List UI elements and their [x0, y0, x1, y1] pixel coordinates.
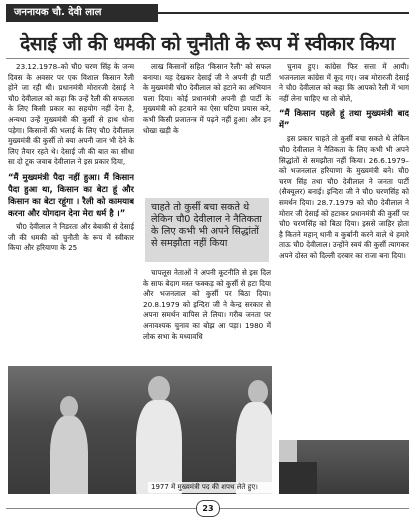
page-number: 23 [196, 500, 220, 517]
portrait-head [279, 440, 297, 462]
article-column-3 [279, 62, 409, 452]
portrait-body [279, 462, 317, 494]
article-headline: देसाई जी की धमकी को चुनौती के रूप में स्वीकार किया [20, 33, 395, 55]
photo-figure-head [148, 376, 170, 402]
photo-figure-head [248, 380, 268, 404]
section-header-tab [6, 4, 158, 22]
column1-quote: “मैं मुख्यमंत्री पैदा नहीं हुआ। मैं किसान पैदा हुआ था, किसान का बेटा हूं और किसान का बेटा रहूंगा । रैली को कामयाब करना और योगदान देना मेरा धर्म है ।” [8, 171, 134, 218]
photo-figure-body [136, 400, 182, 494]
column2-paragraph-2: चापलूस नेताओं ने अपनी कूटनीति से इस दिल के साफ बेदाग मस्त फक्कड़ को कुर्सी से हटा दिया और भजनलाल को कुर्सी पर बिठा दिया। 20.8.1979 को इन्दिरा जी ने केन्द्र सरकार से अपना समर्थन वापिस ले लिया। गरीब जनता पर अनावश्यक चुनाव का बोझ आ पड़ा। 1980 में लोक सभा के मध्यावधि [143, 268, 271, 341]
column3-paragraph-1: चुनाव हुए। कांग्रेस फिर सत्ता में आयी। भजनलाल कांग्रेस में कूद गए। जब मोरारजी देसाई ने चौ0 देवीलाल को कहा कि आपको रैली में भाग नहीं लेना चाहिए था तो बोले, [279, 62, 409, 103]
photo-caption: 1977 में मुख्यमंत्री पद की शपथ लेते हुए। [148, 482, 272, 493]
header-rule [158, 12, 409, 14]
pull-quote-text: चाहते तो कुर्सी बचा सकते थे लेकिन चौ0 देवीलाल ने नैतिकता के लिए कभी भी अपने सिद्धांतों से समझौता नहीं किया [151, 202, 262, 249]
headline-rule [6, 58, 409, 59]
column1-paragraph-2: चौ0 देवीलाल ने निडरता और बेबाकी से देसाई जी की धमकी को चुनौती के रूप में स्वीकार किया और हरियाणा के 25 [8, 221, 134, 253]
column3-paragraph-2: इस प्रकार चाहते तो कुर्सी बचा सकते थे लेकिन चौ0 देवीलाल ने नैतिकता के लिए कभी भी अपने सिद्धांतों से समझौता नहीं किया। 26.6.1979–को भजनलाल हरियाणा के मुख्यमंत्री बने। चौ0 चरण सिंह तथा चौ0 देवीलाल ने जनता पार्टी (सैक्यूलर) बनाई। इन्दिरा जी ने चौ0 चरणसिंह को समर्थन दिया। 28.7.1979 को चौ0 देवीलाल ने मोरार जी देसाई को हटाकर प्रधानमंत्री की कुर्सी पर चौ0 चरणसिंह को बिठा दिया। इससे जाहिर होता है कितने महान् थानी व कुर्बानी करने वाले थे हमारे ताऊ चौ0 देवीलाल। उन्होंने स्वयं की कुर्सी त्यागकर अपने दोस्त को दिल्ली दरबार का राजा बना दिया। [279, 134, 409, 260]
photo-figure-body [50, 416, 88, 494]
column2-paragraph-1: लाख किसानों सहित 'किसान रैली' को सफल बनाया। यह देखकर देसाई जी ने अपनी ही पार्टी के मुख्यमंत्री चौ0 देवीलाल को हटाने का अभियान चला दिया। कोई प्रधानमंत्री अपनी ही पार्टी के मुख्यमंत्री को हटवाने का ऐसा घटिया प्रयास करे, कभी किसी प्रजातन्त्र में पढ़ने नहीं हुआ। और इन धोखा खड़ी के [143, 62, 271, 135]
photo-figure-body [236, 402, 272, 494]
section-title: जननायक चौ. देवी लाल [14, 7, 102, 18]
portrait-photo [279, 440, 409, 494]
photo-figure-head [60, 396, 78, 418]
column1-paragraph-1: 23.12.1978–को चौ0 चरण सिंह के जन्म दिवस के अवसर पर एक विशाल किसान रैली होने जा रही थी। प्रधानमंत्री मोरारजी देसाई ने चौ0 देवीलाल को कहा कि उन्हें रैली की सफलता के लिए किसी प्रकार का सहयोग नहीं देना है, अन्यथा उन्हें मुख्यमंत्री की कुर्सी से हाथ धोना पड़ेगा। किसानों की भलाई के लिए चौ0 देवीलाल मुख्यमंत्री की कुर्सी तो क्या अपनी जान भी देने के लिए तैयार रहते थे। देसाई जी की बात का सीधा सा दो टूक जवाब देवीलाल ने इस प्रकार दिया, [8, 62, 134, 167]
article-column-2-bottom [143, 268, 271, 362]
article-column-2-top [143, 62, 271, 196]
oath-ceremony-photo [8, 366, 272, 494]
column3-quote: “मैं किसान पहले हूं तथा मुख्यमंत्री बाद में” [279, 108, 409, 131]
article-column-1 [8, 62, 134, 382]
pull-quote-box [145, 198, 269, 262]
